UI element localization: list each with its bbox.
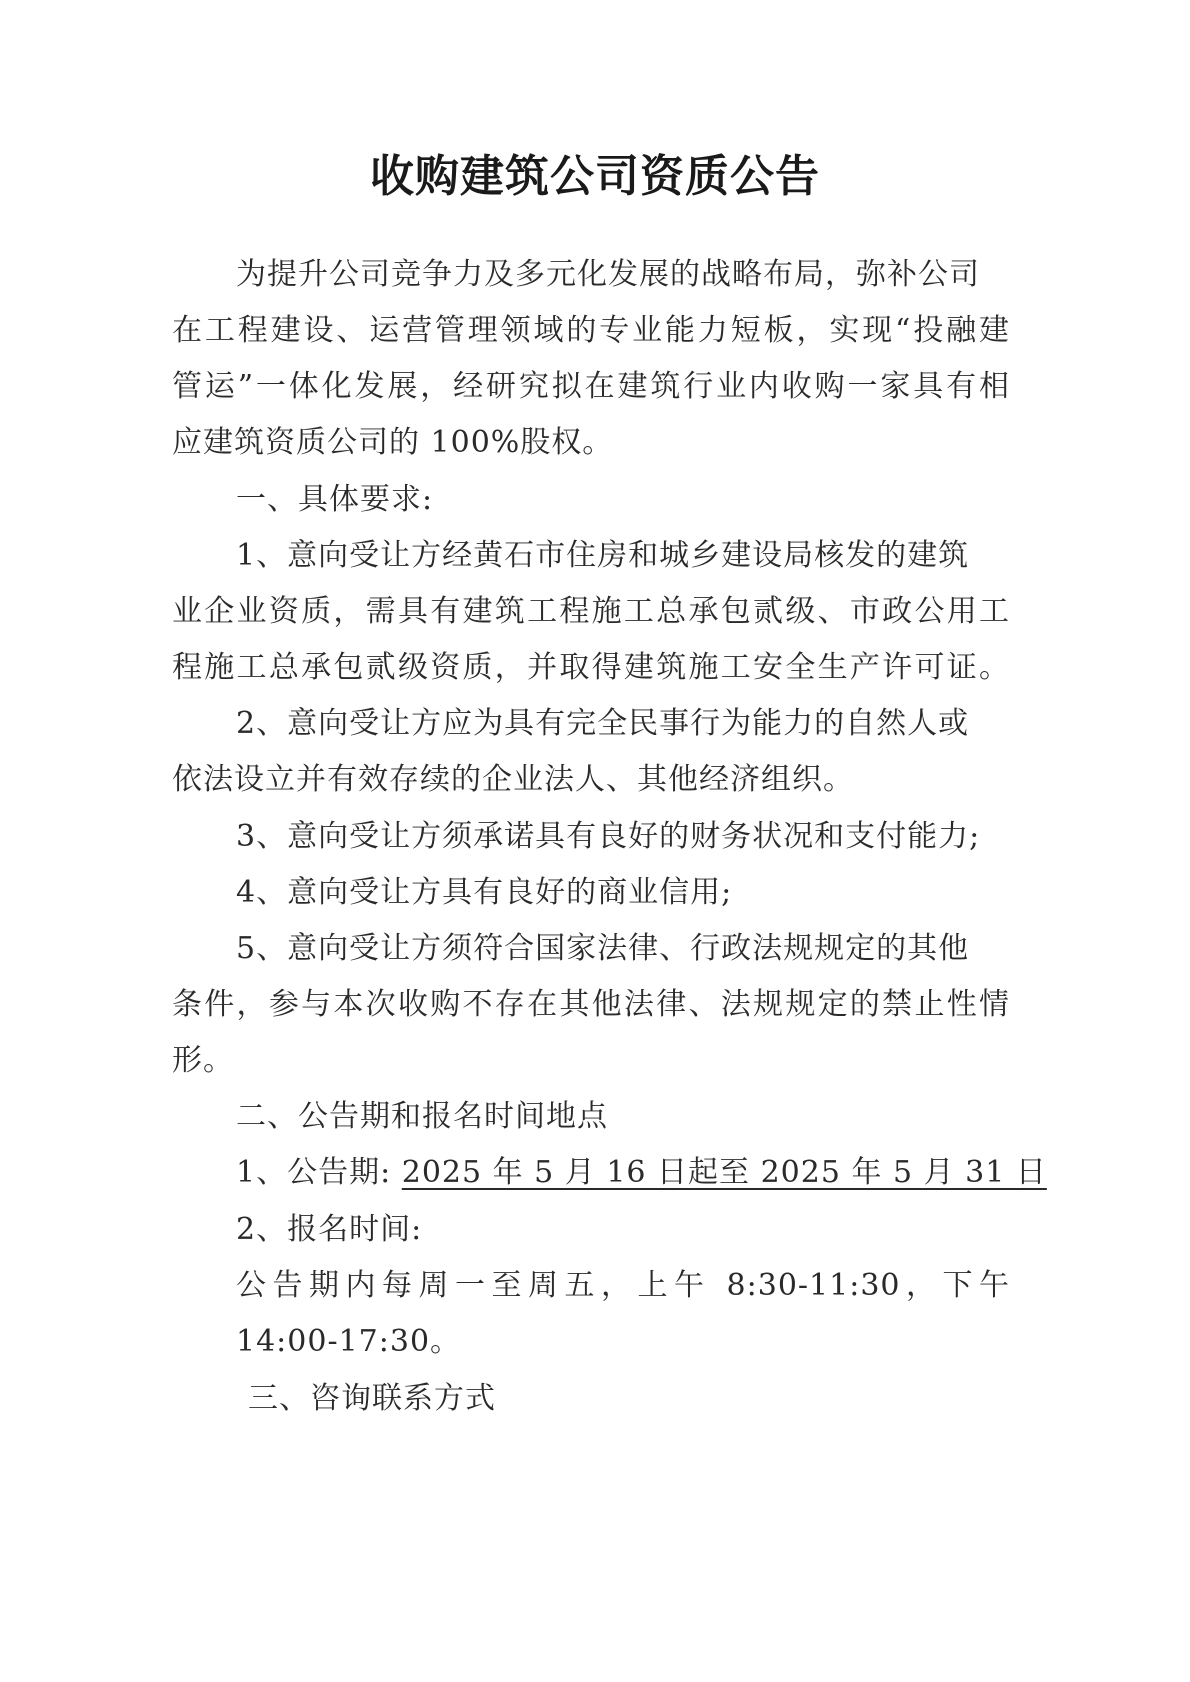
requirement-5-line-2: 条件，参与本次收购不存在其他法律、法规规定的禁止性情 [172, 987, 1010, 1022]
document-title: 收购建筑公司资质公告 [370, 151, 820, 202]
section-1-heading: 一、具体要求: [236, 482, 434, 517]
requirement-3: 3、意向受让方须承诺具有良好的财务状况和支付能力; [236, 819, 981, 854]
announcement-period-value: 2025 年 5 月 16 日起至 2025 年 5 月 31 日 [401, 1155, 1047, 1190]
requirement-2-line-2: 依法设立并有效存续的企业法人、其他经济组织。 [172, 762, 854, 797]
registration-time-label: 2、报名时间: [236, 1212, 423, 1247]
requirement-4: 4、意向受让方具有良好的商业信用; [236, 875, 733, 910]
intro-line-3: 管运”一体化发展，经研究拟在建筑行业内收购一家具有相 [172, 369, 1010, 404]
announcement-period-label: 1、公告期: [236, 1155, 392, 1190]
requirement-1-line-2: 业企业资质，需具有建筑工程施工总承包贰级、市政公用工 [172, 594, 1010, 629]
requirement-2-line-1: 2、意向受让方应为具有完全民事行为能力的自然人或 [236, 706, 970, 741]
requirement-1-line-1: 1、意向受让方经黄石市住房和城乡建设局核发的建筑 [236, 538, 970, 573]
requirement-1-line-3: 程施工总承包贰级资质，并取得建筑施工安全生产许可证。 [172, 650, 1010, 685]
registration-time-line-1: 公告期内每周一至周五，上午 8:30-11:30，下午 [236, 1268, 1010, 1303]
registration-time-line-2: 14:00-17:30。 [236, 1324, 462, 1359]
announcement-period [236, 1153, 1047, 1193]
section-2-heading: 二、公告期和报名时间地点 [236, 1099, 608, 1134]
requirement-5-line-1: 5、意向受让方须符合国家法律、行政法规规定的其他 [236, 931, 970, 966]
section-3-heading: 三、咨询联系方式 [248, 1381, 496, 1416]
intro-line-4: 应建筑资质公司的 100%股权。 [172, 425, 614, 460]
intro-line-2: 在工程建设、运营管理领域的专业能力短板，实现“投融建 [172, 313, 1010, 348]
requirement-5-line-3: 形。 [172, 1043, 234, 1078]
intro-line-1: 为提升公司竞争力及多元化发展的战略布局，弥补公司 [236, 257, 980, 292]
